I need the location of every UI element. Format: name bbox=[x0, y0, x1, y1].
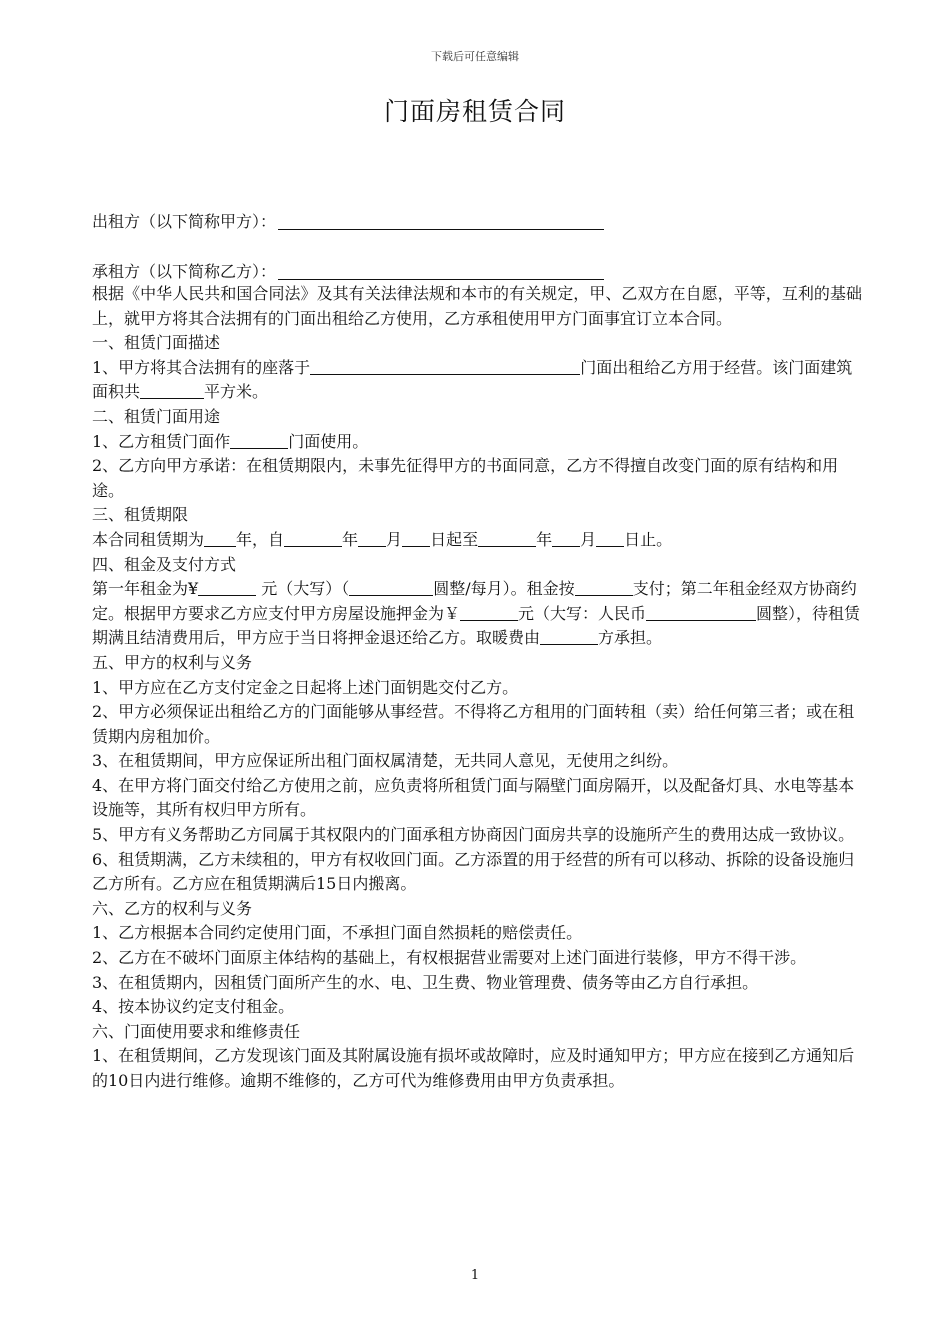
header-note: 下载后可任意编辑 bbox=[431, 50, 519, 63]
lessee-label: 承租方（以下简称乙方）： bbox=[92, 262, 277, 281]
clause: 1、乙方根据本合同约定使用门面，不承担门面自然损耗的赔偿责任。 bbox=[92, 923, 583, 943]
fill-blank bbox=[140, 383, 204, 399]
clause-text: 月 bbox=[580, 529, 597, 549]
clause bbox=[92, 577, 862, 651]
contract-body bbox=[92, 282, 862, 1094]
section-heading: 六、门面使用要求和维修责任 bbox=[92, 1021, 301, 1041]
clause bbox=[92, 430, 862, 455]
fill-blank bbox=[460, 605, 518, 621]
fill-blank bbox=[402, 531, 430, 547]
clause-text: 支付；第二年租金经双方协商约定。根据甲方要求乙方应支付甲方房屋设施押金为￥ bbox=[92, 579, 857, 623]
clause-text: 元（大写）（ bbox=[256, 579, 350, 599]
clause: 2、乙方向甲方承诺：在租赁期限内，未事先征得甲方的书面同意，乙方不得擅自改变门面的原有结构和用途。 bbox=[92, 456, 839, 500]
clause: 3、在租赁期内，因租赁门面所产生的水、电、卫生费、物业管理费、债务等由乙方自行承担。 bbox=[92, 972, 759, 992]
clause-text: 日止。 bbox=[624, 529, 673, 549]
clause-text: 平方米。 bbox=[204, 382, 269, 402]
section-heading: 五、甲方的权利与义务 bbox=[92, 652, 253, 672]
section-heading: 四、租金及支付方式 bbox=[92, 554, 237, 574]
lessor-blank bbox=[278, 213, 604, 230]
clause-text: 元（大写：人民币 bbox=[518, 603, 647, 623]
clause-text: 年 bbox=[536, 529, 553, 549]
fill-blank bbox=[349, 580, 433, 596]
fill-blank bbox=[204, 531, 236, 547]
clause: 2、乙方在不破坏门面原主体结构的基础上，有权根据营业需要对上述门面进行装修，甲方不得干涉。 bbox=[92, 948, 807, 968]
clause: 1、甲方应在乙方支付定金之日起将上述门面钥匙交付乙方。 bbox=[92, 677, 519, 697]
clause-text: 门面出租给乙方用于经营。该门面建筑面积共 bbox=[92, 357, 853, 402]
clause: 3、在租赁期间，甲方应保证所出租门面权属清楚，无共同人意见，无使用之纠纷。 bbox=[92, 751, 679, 771]
fill-blank bbox=[358, 531, 386, 547]
intro-paragraph: 根据《中华人民共和国合同法》及其有关法律法规和本市的有关规定，甲、乙双方在自愿，平等，互利的基础上，就甲方将其合法拥有的门面出租给乙方使用，乙方承租使用甲方门面事宜订立本合同。 bbox=[92, 284, 862, 328]
lessee-blank bbox=[278, 263, 604, 280]
clause-text: 年 bbox=[342, 529, 359, 549]
fill-blank bbox=[540, 629, 598, 645]
fill-blank bbox=[284, 531, 342, 547]
lessee-line bbox=[92, 259, 604, 282]
clause bbox=[92, 528, 862, 553]
clause-text: 门面使用。 bbox=[288, 431, 369, 451]
clause-text: 1、甲方将其合法拥有的座落于 bbox=[92, 357, 311, 377]
section-heading: 三、租赁期限 bbox=[92, 505, 189, 525]
clause: 4、在甲方将门面交付给乙方使用之前，应负责将所租赁门面与隔壁门面房隔开，以及配备灯具、水电等基本设施等，其所有权归甲方所有。 bbox=[92, 775, 855, 820]
clause: 6、租赁期满，乙方未续租的，甲方有权收回门面。乙方添置的用于经营的所有可以移动、拆除的设备设施归乙方所有。乙方应在租赁期满后15日内搬离。 bbox=[92, 849, 855, 894]
clause-text: 1、乙方租赁门面作 bbox=[92, 431, 231, 451]
clause-text: 方承担。 bbox=[598, 628, 663, 648]
document-title: 门面房租赁合同 bbox=[383, 97, 566, 126]
fill-blank bbox=[230, 433, 288, 449]
fill-blank bbox=[596, 531, 624, 547]
clause: 4、按本协议约定支付租金。 bbox=[92, 997, 295, 1017]
clause-text: 年，自 bbox=[236, 529, 285, 549]
section-heading: 二、租赁门面用途 bbox=[92, 406, 221, 426]
lessor-label: 出租方（以下简称甲方）： bbox=[92, 212, 277, 231]
fill-blank bbox=[552, 531, 580, 547]
clause-text: 日起至 bbox=[430, 529, 479, 549]
clause: 5、甲方有义务帮助乙方同属于其权限内的门面承租方协商因门面房共享的设施所产生的费用达成一致协议。 bbox=[92, 825, 855, 845]
fill-blank bbox=[310, 359, 580, 375]
section-heading: 六、乙方的权利与义务 bbox=[92, 898, 253, 918]
clause: 1、在租赁期间，乙方发现该门面及其附属设施有损坏或故障时，应及时通知甲方；甲方应在接到乙方通知后的10日内进行维修。逾期不维修的，乙方可代为维修费用由甲方负责承担。 bbox=[92, 1046, 855, 1090]
section-heading: 一、租赁门面描述 bbox=[92, 333, 221, 353]
clause: 2、甲方必须保证出租给乙方的门面能够从事经营。不得将乙方租用的门面转租（卖）给任何第三者；或在租赁期内房租加价。 bbox=[92, 702, 855, 746]
clause-text: 本合同租赁期为 bbox=[92, 529, 205, 549]
page-number: 1 bbox=[470, 1268, 480, 1283]
clause-text: 圆整/每月）。租金按 bbox=[433, 579, 575, 599]
clause-text: 月 bbox=[386, 529, 403, 549]
clause-text: 第一年租金为¥ bbox=[92, 579, 199, 599]
fill-blank bbox=[478, 531, 536, 547]
clause bbox=[92, 356, 862, 405]
lessor-line bbox=[92, 209, 604, 232]
fill-blank bbox=[646, 605, 756, 621]
clause-text: 圆整），待租赁期满且结清费用后，甲方应于当日将押金退还给乙方。取暖费由 bbox=[92, 603, 861, 648]
fill-blank bbox=[575, 580, 633, 596]
fill-blank bbox=[198, 580, 256, 596]
